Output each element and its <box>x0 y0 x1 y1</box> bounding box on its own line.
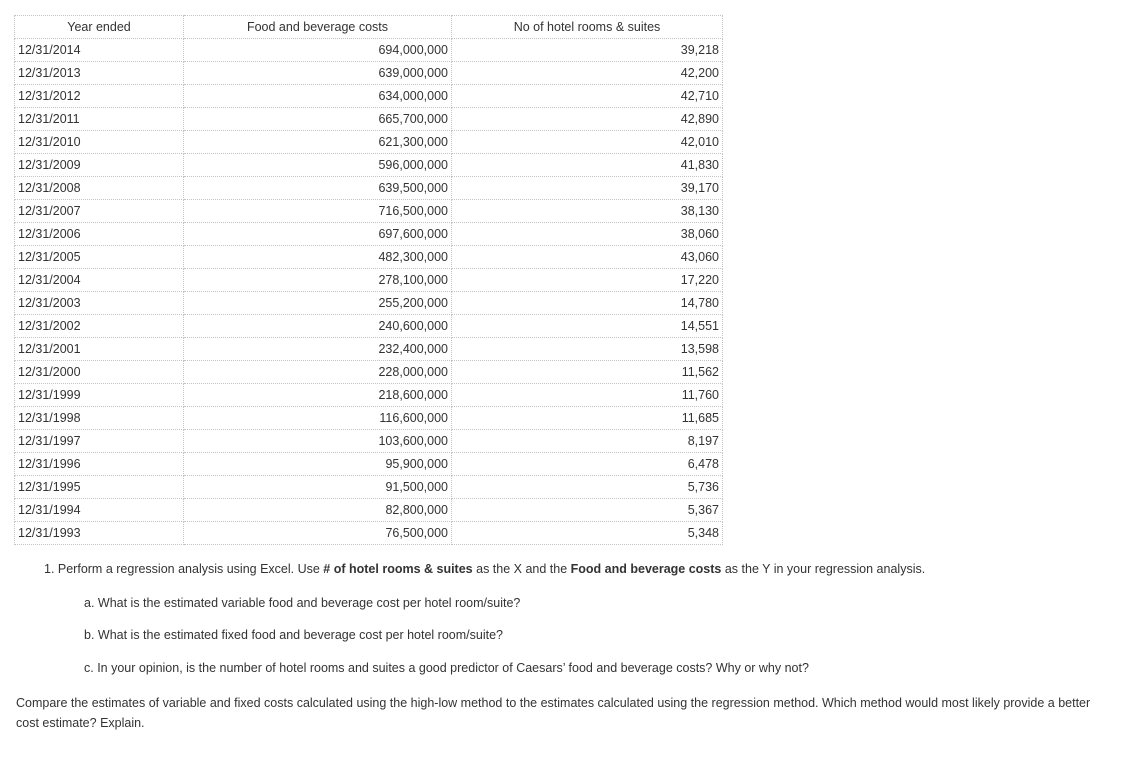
year-cell: 12/31/1998 <box>15 407 184 430</box>
year-cell: 12/31/2012 <box>15 85 184 108</box>
hotel-rooms-cell: 6,478 <box>452 453 723 476</box>
hotel-rooms-cell: 38,130 <box>452 200 723 223</box>
table-row <box>15 476 723 499</box>
year-cell: 12/31/2003 <box>15 292 184 315</box>
year-cell: 12/31/1995 <box>15 476 184 499</box>
question-1 <box>44 561 925 577</box>
food-beverage-cost-cell: 218,600,000 <box>184 384 452 407</box>
hotel-rooms-cell: 42,890 <box>452 108 723 131</box>
food-beverage-cost-cell: 228,000,000 <box>184 361 452 384</box>
hotel-rooms-cell: 39,170 <box>452 177 723 200</box>
sub-question-a: a. What is the estimated variable food and beverage cost per hotel room/suite? <box>84 596 521 610</box>
table-row <box>15 223 723 246</box>
closing-question: Compare the estimates of variable and fixed costs calculated using the high-low method to the estimates calculated using the regression method. Which method would most likely provide a better cost estimate? Explain. <box>16 696 1091 730</box>
food-beverage-cost-cell: 697,600,000 <box>184 223 452 246</box>
table-row <box>15 269 723 292</box>
food-beverage-cost-cell: 596,000,000 <box>184 154 452 177</box>
food-beverage-cost-cell: 278,100,000 <box>184 269 452 292</box>
hotel-rooms-cell: 43,060 <box>452 246 723 269</box>
food-beverage-cost-cell: 665,700,000 <box>184 108 452 131</box>
year-cell: 12/31/1996 <box>15 453 184 476</box>
table-row <box>15 361 723 384</box>
year-cell: 12/31/1994 <box>15 499 184 522</box>
hotel-rooms-cell: 11,760 <box>452 384 723 407</box>
hotel-rooms-cell: 41,830 <box>452 154 723 177</box>
year-cell: 12/31/2010 <box>15 131 184 154</box>
year-cell: 12/31/2007 <box>15 200 184 223</box>
question-1-x-variable: # of hotel rooms & suites <box>323 562 473 576</box>
table-row <box>15 62 723 85</box>
table-row <box>15 200 723 223</box>
table-row <box>15 499 723 522</box>
hotel-rooms-cell: 42,200 <box>452 62 723 85</box>
food-beverage-cost-cell: 103,600,000 <box>184 430 452 453</box>
hotel-rooms-cell: 5,736 <box>452 476 723 499</box>
food-beverage-cost-cell: 694,000,000 <box>184 39 452 62</box>
table-row <box>15 315 723 338</box>
sub-question-c: c. In your opinion, is the number of hotel rooms and suites a good predictor of Caesars’ food and beverage costs? Why or why not? <box>84 661 809 675</box>
table-row <box>15 154 723 177</box>
question-1-middle: as the X and the <box>472 562 571 576</box>
hotel-rooms-cell: 42,710 <box>452 85 723 108</box>
food-beverage-cost-cell: 240,600,000 <box>184 315 452 338</box>
table-header-row <box>15 16 723 39</box>
hotel-rooms-cell: 5,367 <box>452 499 723 522</box>
food-beverage-cost-cell: 91,500,000 <box>184 476 452 499</box>
year-cell: 12/31/1997 <box>15 430 184 453</box>
hotel-rooms-cell: 38,060 <box>452 223 723 246</box>
table-row <box>15 85 723 108</box>
year-cell: 12/31/2004 <box>15 269 184 292</box>
data-table <box>14 15 723 545</box>
hotel-rooms-cell: 11,562 <box>452 361 723 384</box>
table-row <box>15 430 723 453</box>
food-beverage-cost-cell: 716,500,000 <box>184 200 452 223</box>
question-1-suffix: as the Y in your regression analysis. <box>721 562 926 576</box>
table-row <box>15 108 723 131</box>
table-row <box>15 131 723 154</box>
food-beverage-cost-cell: 82,800,000 <box>184 499 452 522</box>
food-beverage-cost-cell: 95,900,000 <box>184 453 452 476</box>
table-row <box>15 177 723 200</box>
food-beverage-cost-cell: 621,300,000 <box>184 131 452 154</box>
header-year-ended: Year ended <box>15 16 184 39</box>
food-beverage-cost-cell: 255,200,000 <box>184 292 452 315</box>
year-cell: 12/31/2005 <box>15 246 184 269</box>
year-cell: 12/31/1993 <box>15 522 184 545</box>
year-cell: 12/31/2008 <box>15 177 184 200</box>
table-row <box>15 384 723 407</box>
year-cell: 12/31/2009 <box>15 154 184 177</box>
table-row <box>15 292 723 315</box>
hotel-rooms-cell: 14,780 <box>452 292 723 315</box>
hotel-rooms-cell: 39,218 <box>452 39 723 62</box>
year-cell: 12/31/1999 <box>15 384 184 407</box>
hotel-rooms-cell: 11,685 <box>452 407 723 430</box>
hotel-rooms-cell: 5,348 <box>452 522 723 545</box>
food-beverage-cost-cell: 232,400,000 <box>184 338 452 361</box>
food-beverage-cost-cell: 634,000,000 <box>184 85 452 108</box>
year-cell: 12/31/2014 <box>15 39 184 62</box>
table-row <box>15 246 723 269</box>
hotel-rooms-cell: 13,598 <box>452 338 723 361</box>
table-row <box>15 39 723 62</box>
hotel-rooms-cell: 17,220 <box>452 269 723 292</box>
table-row <box>15 338 723 361</box>
food-beverage-cost-cell: 76,500,000 <box>184 522 452 545</box>
year-cell: 12/31/2002 <box>15 315 184 338</box>
header-food-beverage-costs: Food and beverage costs <box>184 16 452 39</box>
year-cell: 12/31/2001 <box>15 338 184 361</box>
question-1-prefix: 1. Perform a regression analysis using Excel. Use <box>44 562 324 576</box>
year-cell: 12/31/2013 <box>15 62 184 85</box>
year-cell: 12/31/2000 <box>15 361 184 384</box>
table-row <box>15 407 723 430</box>
hotel-rooms-cell: 14,551 <box>452 315 723 338</box>
food-beverage-cost-cell: 116,600,000 <box>184 407 452 430</box>
year-cell: 12/31/2006 <box>15 223 184 246</box>
hotel-rooms-cell: 8,197 <box>452 430 723 453</box>
header-hotel-rooms: No of hotel rooms & suites <box>452 16 723 39</box>
table-row <box>15 522 723 545</box>
table-row <box>15 453 723 476</box>
question-1-y-variable: Food and beverage costs <box>570 562 722 576</box>
food-beverage-cost-cell: 639,000,000 <box>184 62 452 85</box>
table-body <box>15 39 723 545</box>
food-beverage-cost-cell: 482,300,000 <box>184 246 452 269</box>
hotel-rooms-cell: 42,010 <box>452 131 723 154</box>
sub-question-b: b. What is the estimated fixed food and beverage cost per hotel room/suite? <box>84 628 503 642</box>
food-beverage-cost-cell: 639,500,000 <box>184 177 452 200</box>
year-cell: 12/31/2011 <box>15 108 184 131</box>
